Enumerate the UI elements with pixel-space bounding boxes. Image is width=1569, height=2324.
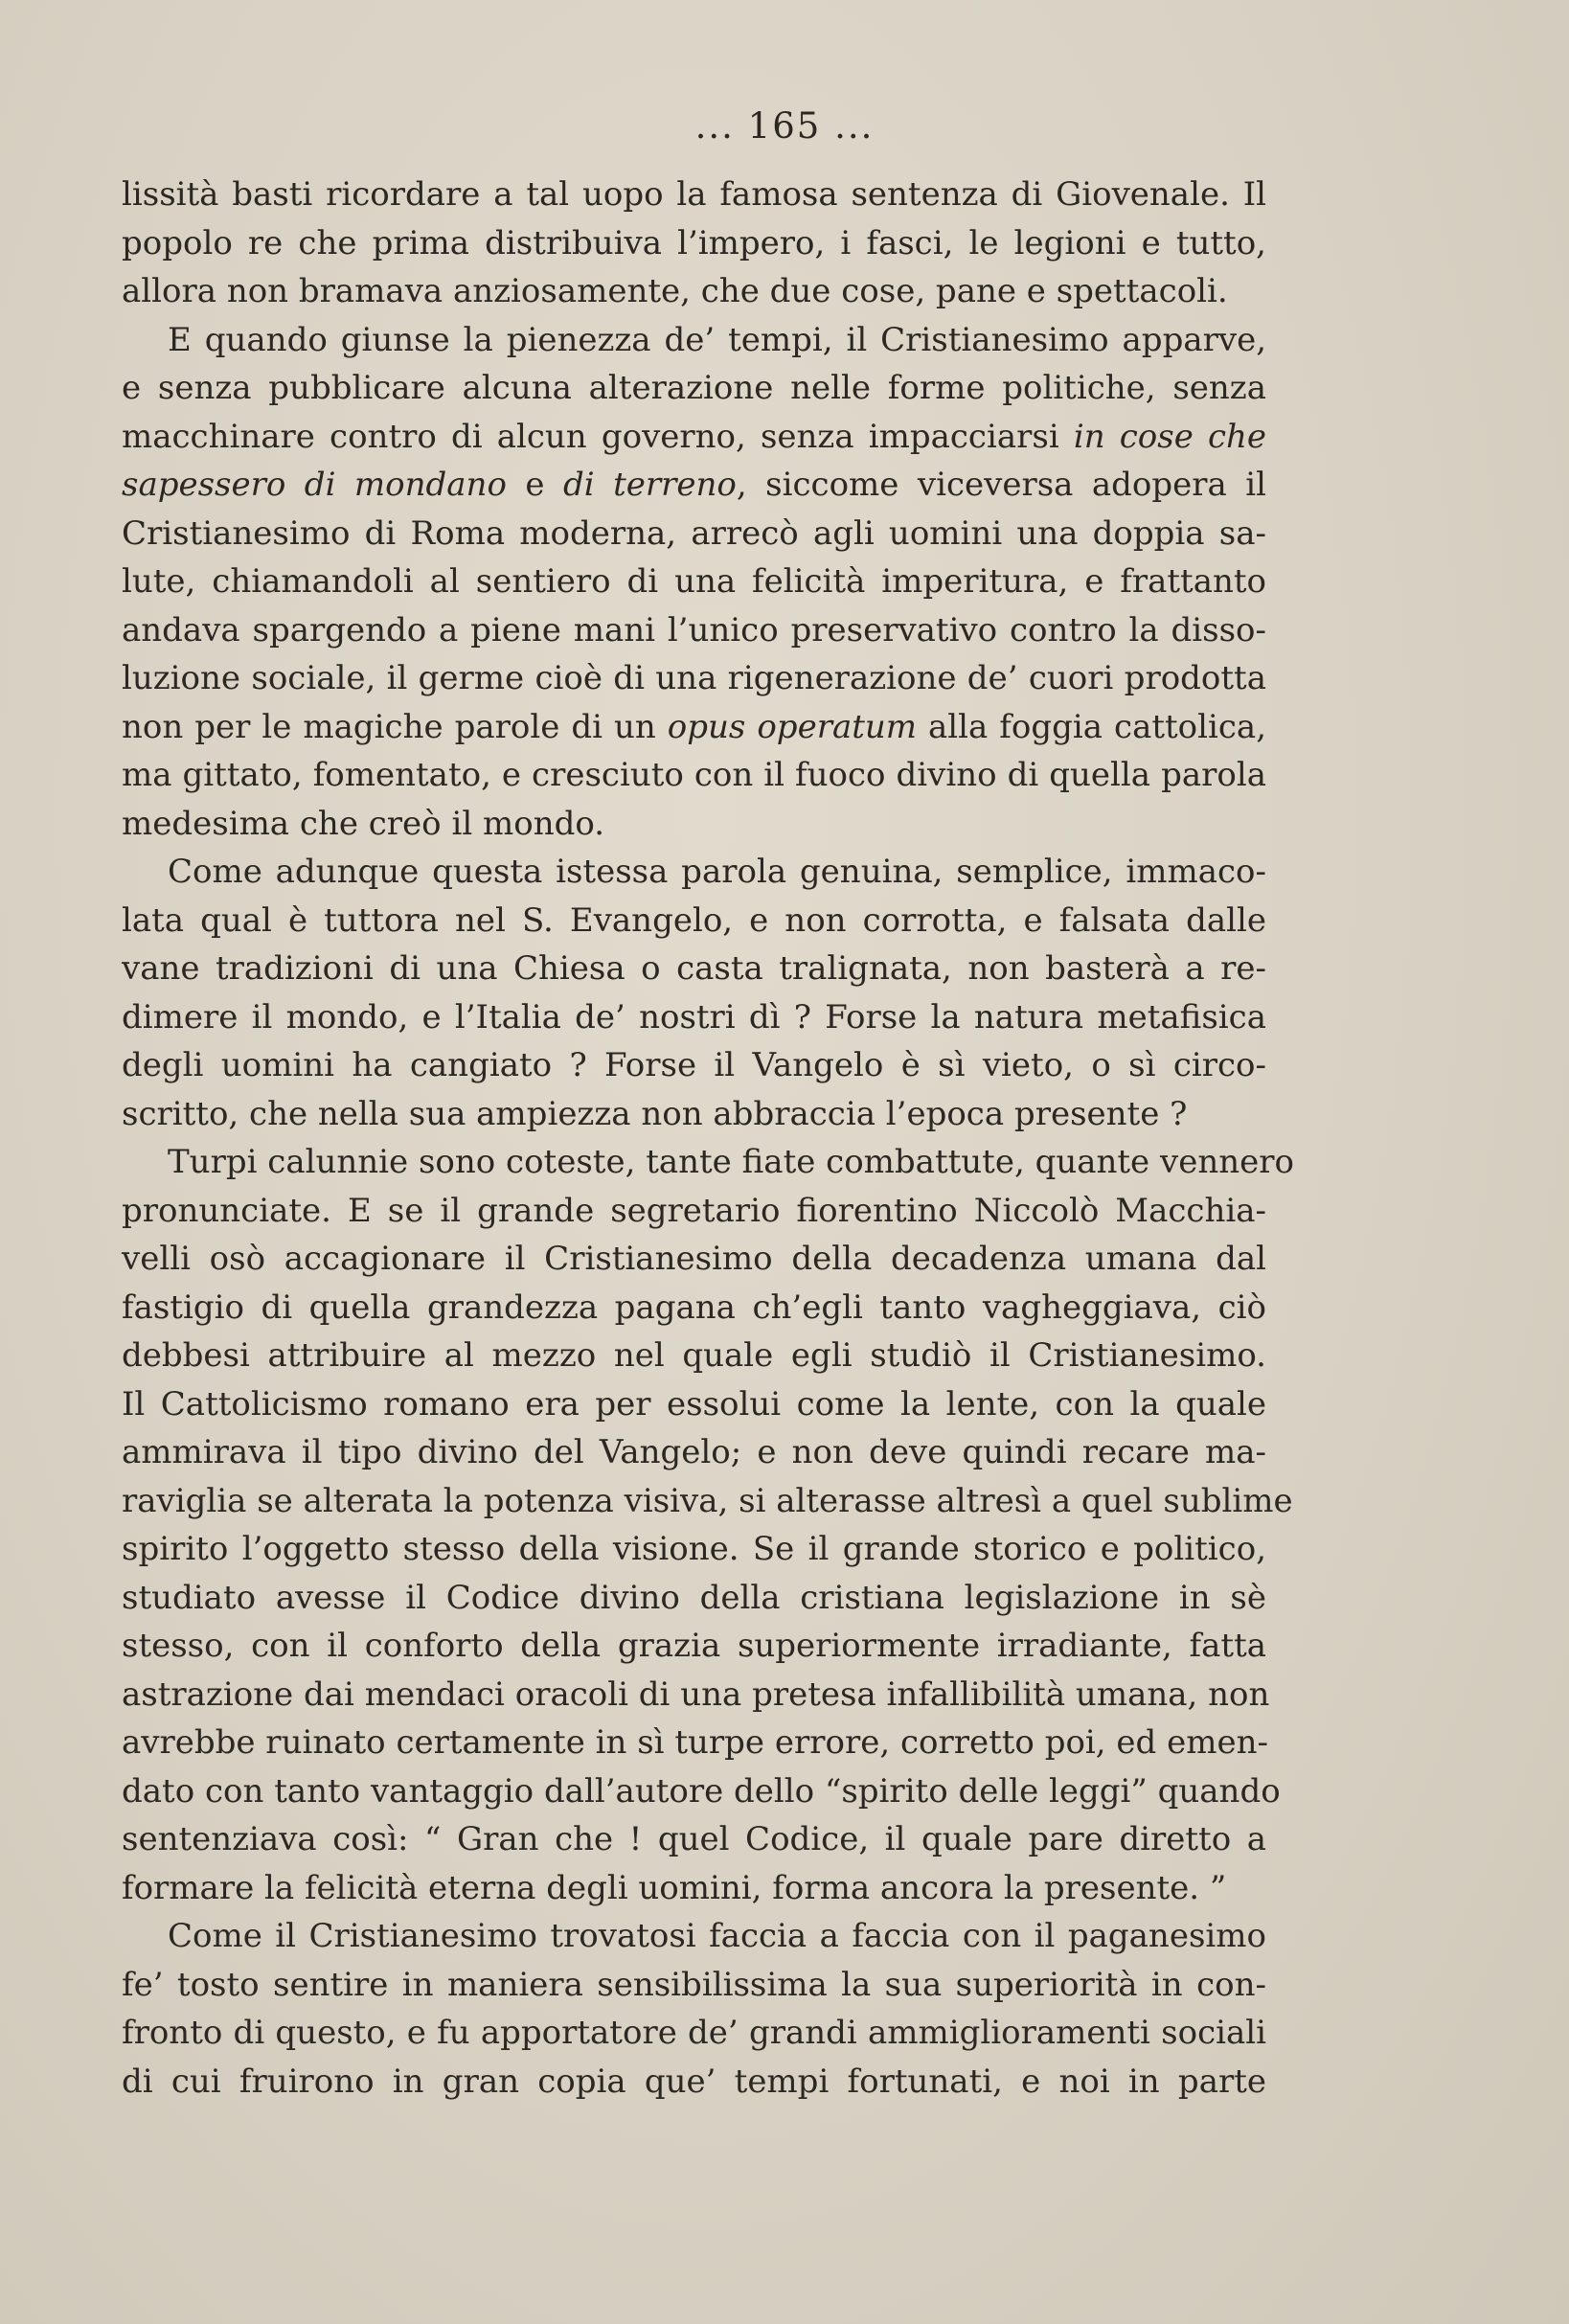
text-line: stesso, con il conforto della grazia superiormente irradiante, fatta	[122, 1627, 1266, 1665]
text-line: Come il Cristianesimo trovatosi faccia a faccia con il paganesimo	[168, 1917, 1266, 1955]
text-line: Turpi calunnie sono coteste, tante fiate combattute, quante vennero	[168, 1143, 1294, 1181]
text-line: ma gittato, fomentato, e cresciuto con il fuoco divino di quella parola	[122, 756, 1266, 794]
text-line: e senza pubblicare alcuna alterazione nelle forme politiche, senza	[122, 369, 1266, 407]
text-line: lissità basti ricordare a tal uopo la famosa sentenza di Giovenale. Il	[122, 175, 1266, 214]
text-run: macchinare contro di alcun governo, senza impacciarsi	[122, 417, 1074, 456]
text-line: ammirava il tipo divino del Vangelo; e non deve quindi recare ma-	[122, 1433, 1266, 1471]
italic-phrase: sapessero di mondano	[122, 466, 507, 504]
text-run: alla foggia cattolica,	[917, 707, 1267, 746]
text-run: non per le magiche parole di un	[122, 707, 668, 746]
page-number: ... 165 ...	[694, 105, 875, 147]
text-line: Il Cattolicismo romano era per essolui come la lente, con la quale	[122, 1384, 1266, 1424]
text-line: medesima che creò il mondo.	[122, 804, 605, 843]
text-line	[122, 413, 1266, 462]
text-line: fronto di questo, e fu apportatore de’ grandi ammiglioramenti sociali	[122, 2014, 1266, 2052]
text-line: lata qual è tuttora nel S. Evangelo, e non corrotta, e falsata dalle	[122, 900, 1266, 940]
text-line: dimere il mondo, e l’Italia de’ nostri dì ? Forse la natura metafisica	[122, 997, 1266, 1037]
italic-phrase: di terreno	[563, 466, 737, 504]
text-line: dato con tanto vantaggio dall’autore dello “spirito delle leggi” quando	[122, 1771, 1281, 1811]
text-line: raviglia se alterata la potenza visiva, si alterasse altresì a quel sublime	[122, 1481, 1293, 1520]
text-line: degli uomini ha cangiato ? Forse il Vangelo è sì vieto, o sì circo-	[122, 1046, 1266, 1084]
text-line: Cristianesimo di Roma moderna, arrecò agli uomini una doppia sa-	[122, 513, 1266, 553]
text-line	[122, 703, 1266, 752]
text-line: luzione sociale, il germe cioè di una rigenerazione de’ cuori prodotta	[122, 659, 1266, 697]
text-line: scritto, che nella sua ampiezza non abbraccia l’epoca presente ?	[122, 1094, 1188, 1133]
body-text	[122, 171, 1294, 2106]
text-line: vane tradizioni di una Chiesa o casta tralignata, non basterà a re-	[122, 949, 1266, 988]
text-line: andava spargendo a piene mani l’unico preservativo contro la disso-	[122, 610, 1266, 649]
text-run: , siccome viceversa adopera il	[736, 466, 1267, 504]
text-line: fe’ tosto sentire in maniera sensibilissima la sua superiorità in con-	[122, 1965, 1266, 2004]
text-line: astrazione dai mendaci oracoli di una pretesa infallibilità umana, non	[122, 1675, 1270, 1714]
text-line: di cui fruirono in gran copia que’ tempi fortunati, e noi in parte	[122, 2062, 1266, 2101]
text-line: Come adunque questa istessa parola genuina, semplice, immaco-	[168, 853, 1266, 891]
text-line: allora non bramava anziosamente, che due cose, pane e spettacoli.	[122, 272, 1228, 310]
text-line: formare la felicità eterna degli uomini, forma ancora la presente. ”	[122, 1868, 1227, 1907]
italic-phrase: opus operatum	[667, 707, 918, 746]
text-line	[122, 461, 1266, 510]
text-line: sentenziava così: “ Gran che ! quel Codice, il quale pare diretto a	[122, 1820, 1266, 1858]
text-line: velli osò accagionare il Cristianesimo della decadenza umana dal	[122, 1240, 1266, 1278]
text-line: E quando giunse la pienezza de’ tempi, il Cristianesimo apparve,	[168, 320, 1266, 359]
text-line: avrebbe ruinato certamente in sì turpe errore, corretto poi, ed emen-	[122, 1723, 1268, 1762]
text-line: spirito l’oggetto stesso della visione. Se il grande storico e politico,	[122, 1530, 1266, 1568]
text-line: fastigio di quella grandezza pagana ch’egli tanto vagheggiava, ciò	[122, 1287, 1266, 1327]
text-line: pronunciate. E se il grande segretario fiorentino Niccolò Macchia-	[122, 1191, 1266, 1230]
text-line: debbesi attribuire al mezzo nel quale egli studiò il Cristianesimo.	[122, 1336, 1266, 1375]
text-run: e	[506, 466, 563, 504]
text-line: studiato avesse il Codice divino della cristiana legislazione in sè	[122, 1578, 1266, 1617]
text-line: lute, chiamandoli al sentiero di una felicità imperitura, e frattanto	[122, 562, 1266, 601]
italic-phrase: in cose che	[1073, 417, 1266, 456]
text-line: popolo re che prima distribuiva l’impero, i fasci, le legioni e tutto,	[122, 223, 1266, 262]
